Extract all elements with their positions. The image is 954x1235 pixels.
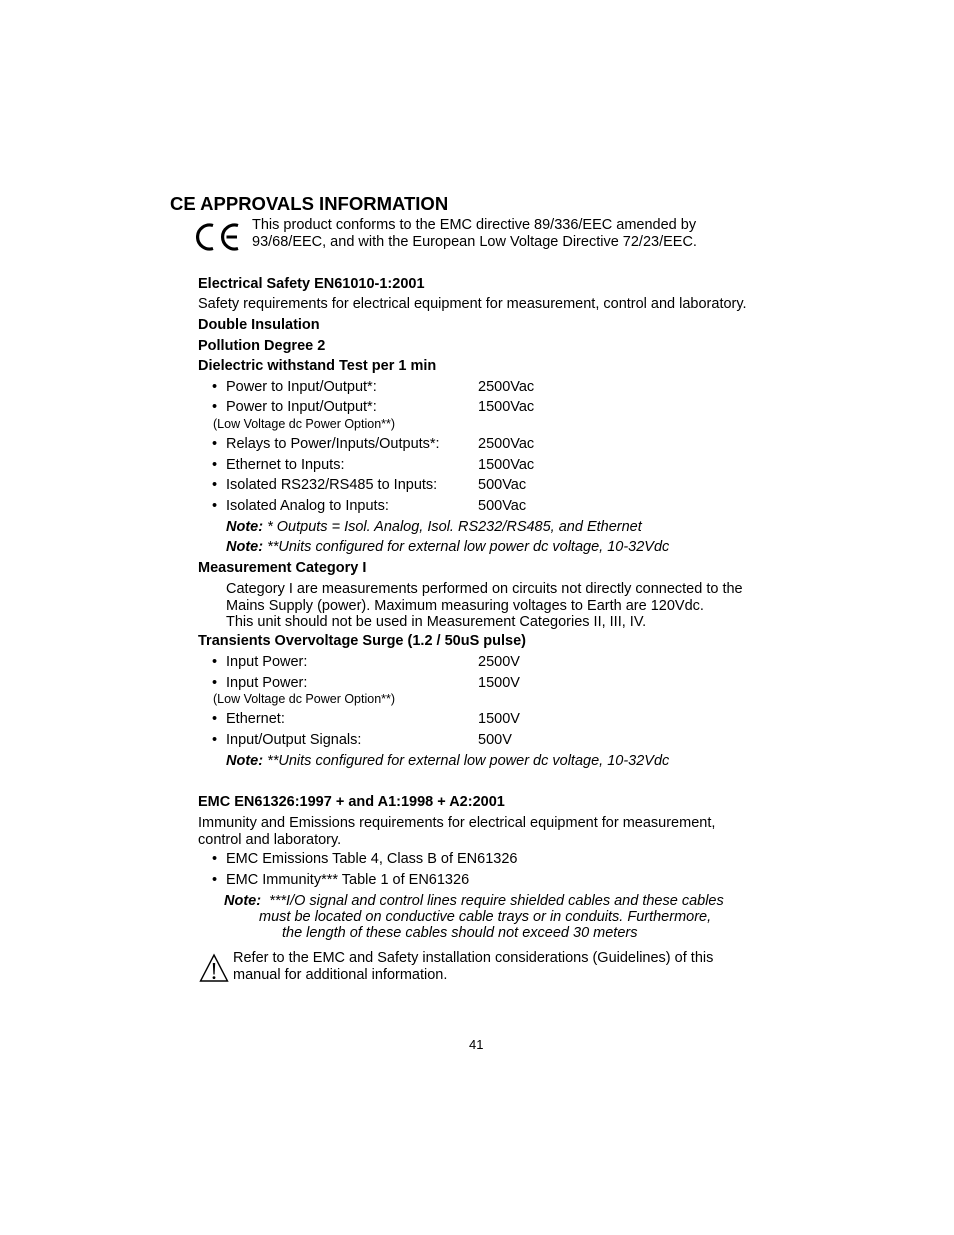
bullet: • bbox=[212, 711, 218, 727]
note-label: Note: bbox=[226, 519, 264, 535]
dielectric-heading: Dielectric withstand Test per 1 min bbox=[198, 358, 437, 374]
bullet: • bbox=[212, 498, 218, 514]
item-label: Isolated Analog to Inputs: bbox=[226, 498, 389, 514]
note-text: **Units configured for external low power dc voltage, 10-32Vdc bbox=[263, 539, 670, 555]
intro-line: 93/68/EEC, and with the European Low Voltage Directive 72/23/EEC. bbox=[252, 234, 697, 250]
double-insulation: Double Insulation bbox=[198, 317, 320, 333]
item-label: Input/Output Signals: bbox=[226, 732, 362, 748]
item-label: Input Power: bbox=[226, 675, 308, 691]
item-value: 1500V bbox=[478, 711, 520, 727]
item-value: 1500Vac bbox=[478, 399, 535, 415]
item-label: Ethernet: bbox=[226, 711, 285, 727]
text-line: Refer to the EMC and Safety installation considerations (Guidelines) of this bbox=[233, 950, 714, 966]
item-label: Input Power: bbox=[226, 654, 308, 670]
note-text: * Outputs = Isol. Analog, Isol. RS232/RS485, and Ethernet bbox=[263, 519, 642, 535]
note-label: Note: bbox=[226, 539, 264, 555]
note bbox=[224, 893, 724, 909]
item-label: Relays to Power/Inputs/Outputs*: bbox=[226, 436, 440, 452]
warning-triangle-icon bbox=[199, 953, 229, 983]
item-value: 500V bbox=[478, 732, 512, 748]
text-line: Mains Supply (power). Maximum measuring voltages to Earth are 120Vdc. bbox=[226, 597, 704, 614]
item-label: Ethernet to Inputs: bbox=[226, 457, 345, 473]
text-line: control and laboratory. bbox=[198, 831, 342, 848]
text-line: Immunity and Emissions requirements for electrical equipment for measurement, bbox=[198, 815, 716, 831]
item-label: EMC Immunity*** Table 1 of EN61326 bbox=[226, 872, 470, 888]
emc-desc bbox=[198, 815, 715, 848]
note-text: the length of these cables should not exceed 30 meters bbox=[282, 925, 638, 941]
bullet: • bbox=[212, 872, 218, 888]
bullet: • bbox=[212, 477, 218, 493]
item-value: 2500V bbox=[478, 654, 520, 670]
bullet: • bbox=[212, 732, 218, 748]
note-text: **Units configured for external low power dc voltage, 10-32Vdc bbox=[263, 753, 670, 769]
emc-heading: EMC EN61326:1997 + and A1:1998 + A2:2001 bbox=[198, 794, 505, 810]
measurement-category-text bbox=[226, 581, 743, 631]
item-label: Power to Input/Output*: bbox=[226, 379, 377, 395]
bullet: • bbox=[212, 379, 218, 395]
pollution-degree: Pollution Degree 2 bbox=[198, 338, 326, 354]
item-label: Isolated RS232/RS485 to Inputs: bbox=[226, 477, 438, 493]
item-value: 1500Vac bbox=[478, 457, 535, 473]
note-label: Note: bbox=[224, 893, 262, 909]
bullet: • bbox=[212, 399, 218, 415]
transients-heading: Transients Overvoltage Surge (1.2 / 50uS pulse) bbox=[198, 633, 526, 649]
item-value: 2500Vac bbox=[478, 379, 535, 395]
measurement-category-heading: Measurement Category I bbox=[198, 560, 367, 576]
note bbox=[226, 539, 669, 555]
item-label: Power to Input/Output*: bbox=[226, 399, 377, 415]
text-line: Category I are measurements performed on circuits not directly connected to the bbox=[226, 581, 743, 597]
page-title: CE APPROVALS INFORMATION bbox=[170, 193, 449, 214]
note-text: must be located on conductive cable trays or in conduits. Furthermore, bbox=[259, 909, 712, 925]
intro-line: This product conforms to the EMC directive 89/336/EEC amended by bbox=[252, 217, 697, 233]
low-voltage-option-note: (Low Voltage dc Power Option**) bbox=[213, 417, 396, 431]
bullet: • bbox=[212, 457, 218, 473]
item-value: 1500V bbox=[478, 675, 520, 691]
refer-text bbox=[233, 950, 713, 983]
note-text: ***I/O signal and control lines require shielded cables and these cables bbox=[261, 893, 724, 909]
item-value: 500Vac bbox=[478, 477, 527, 493]
bullet: • bbox=[212, 675, 218, 691]
text-line: This unit should not be used in Measurement Categories II, III, IV. bbox=[226, 614, 647, 630]
note bbox=[226, 753, 669, 769]
bullet: • bbox=[212, 436, 218, 452]
bullet: • bbox=[212, 851, 218, 867]
electrical-safety-heading: Electrical Safety EN61010-1:2001 bbox=[198, 276, 425, 292]
intro-text bbox=[252, 217, 697, 251]
item-label: EMC Emissions Table 4, Class B of EN61326 bbox=[226, 851, 518, 867]
low-voltage-option-note: (Low Voltage dc Power Option**) bbox=[213, 692, 396, 706]
bullet: • bbox=[212, 654, 218, 670]
electrical-safety-desc: Safety requirements for electrical equipment for measurement, control and laboratory. bbox=[198, 296, 747, 312]
note bbox=[226, 519, 642, 535]
text-line: manual for additional information. bbox=[233, 966, 448, 983]
ce-mark-icon bbox=[196, 221, 242, 253]
item-value: 2500Vac bbox=[478, 436, 535, 452]
item-value: 500Vac bbox=[478, 498, 527, 514]
page-number: 41 bbox=[469, 1037, 484, 1052]
note-label: Note: bbox=[226, 753, 264, 769]
